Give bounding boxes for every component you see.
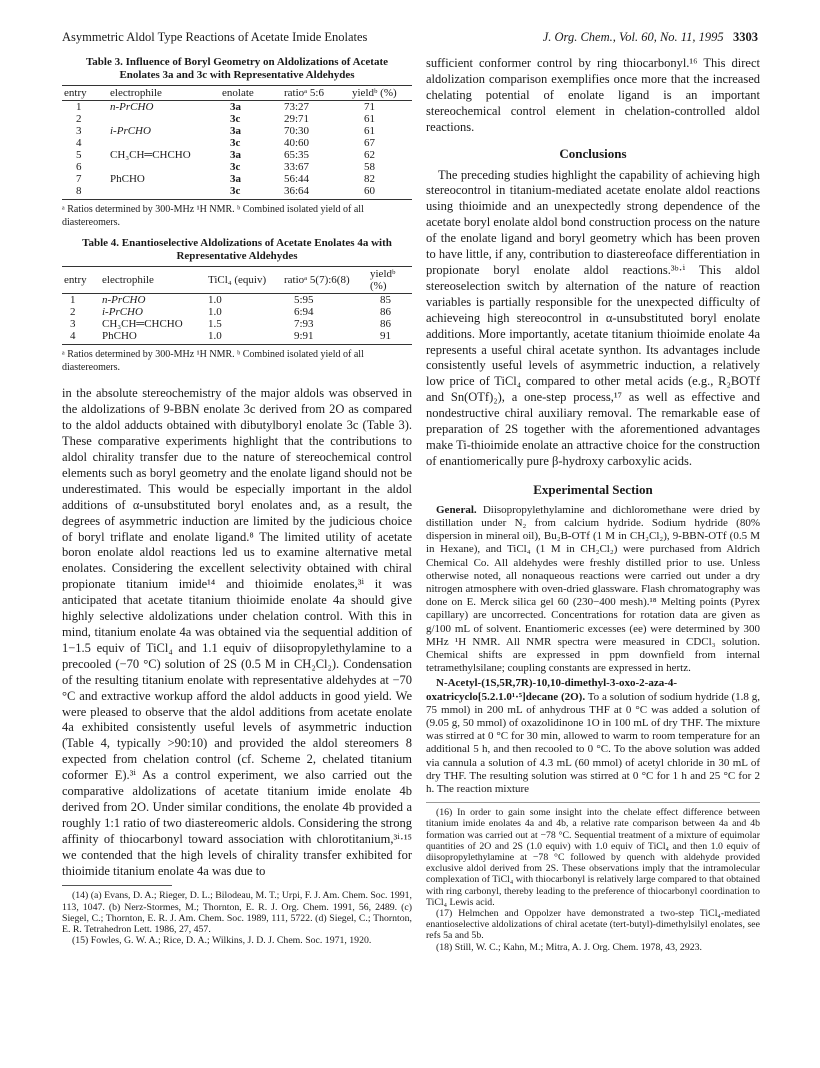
footnote-15: (15) Fowles, G. W. A.; Rice, D. A.; Wilkins, J. D. J. Chem. Soc. 1971, 1920. [72, 935, 372, 947]
cell: 1 [70, 294, 76, 307]
footnote-divider [62, 885, 172, 886]
cell: 86 [380, 318, 391, 331]
table-row [62, 306, 412, 318]
cell: 3c [230, 137, 241, 150]
cell: i-PrCHO [110, 125, 151, 138]
page-number: 3303 [733, 30, 758, 44]
table-row [62, 294, 412, 307]
footnote-17: (17) Helmchen and Oppolzer have demonstrated a two-step TiCl₄-mediated enantioselective aldolizations of chiral acetate (tert-butyl)-dimethylsilyl enolates, see refs 5a and 5b. [426, 908, 760, 942]
cell: 8 [62, 185, 108, 200]
cell: 3c [230, 113, 241, 126]
cell: 1.5 [208, 318, 222, 331]
cell: 2 [70, 306, 76, 319]
cell [108, 137, 220, 149]
table4-note: ᵃ Ratios determined by 300-MHz ¹H NMR. ᵇ Combined isolated yield of all diastereomers. [62, 349, 364, 373]
running-header: Asymmetric Aldol Type Reactions of Acetate Imide Enolates [62, 30, 368, 44]
cell: 70:30 [284, 125, 310, 138]
t3-head-yield: yieldᵇ (%) [350, 86, 412, 101]
cell: 6 [76, 161, 82, 174]
right-intro-text: sufficient conformer control by ring thiocarbonyl.¹⁶ This direct aldolization comparison exemplifies once more that the increased chelating potential of enolate ligand is an important stereochemical control element in chelation-controlled aldol reactions. [426, 56, 760, 134]
footnote-divider [426, 802, 760, 803]
cell: 73:27 [284, 101, 310, 114]
cell: 3a [230, 101, 241, 114]
table3 [62, 85, 412, 200]
table3-caption: Table 3. Influence of Boryl Geometry on Aldolizations of Acetate Enolates 3a and 3c with Representative Aldehydes [85, 56, 389, 81]
cell: 67 [364, 137, 375, 150]
cell: 5 [76, 149, 82, 162]
t3-head-entry: entry [62, 86, 108, 101]
footnote-14: (14) (a) Evans, D. A.; Rieger, D. L.; Bilodeau, M. T.; Urpi, F. J. Am. Chem. Soc. 1991, 113, 1047. (b) Nerz-Stormes, M.; Thornton, E. R. J. Org. Chem. 1991, 56, 2489. (c) Siegel, C.; Thornton, E. R. J. Am. Chem. Soc. 1989, 111, 5722. (d) Siegel, C.; Thornton, E. R. Tetrahedron Lett. 1986, 27, 457. [62, 890, 412, 936]
cell: 58 [364, 161, 375, 174]
cell [108, 113, 220, 125]
cell: 6:94 [294, 306, 314, 319]
cell: 1 [76, 101, 82, 114]
cell: i-PrCHO [102, 306, 143, 319]
cell: 29:71 [284, 113, 310, 126]
table-row [62, 161, 412, 173]
cell [108, 161, 220, 173]
journal-header [543, 30, 758, 45]
table-row [62, 125, 412, 137]
cell: 62 [364, 149, 375, 162]
cell: 4 [62, 330, 100, 345]
cell: 91 [368, 330, 412, 345]
cell: CH₃CH═CHCHO [102, 318, 183, 331]
cell: 86 [380, 306, 391, 319]
cell: 3c [230, 161, 241, 174]
cell: 71 [364, 101, 375, 114]
cell [108, 185, 220, 200]
table-row [62, 318, 412, 330]
t4-head-ratio: ratioᵃ 5(7):6(8) [282, 267, 368, 294]
cell: 61 [364, 125, 375, 138]
cell: CH₃CH═CHCHO [110, 149, 191, 162]
journal-citation: J. Org. Chem., Vol. 60, No. 11, 1995 [542, 30, 724, 44]
t3-head-enolate: enolate [220, 86, 282, 101]
cell: n-PrCHO [110, 101, 154, 114]
cell: PhCHO [100, 330, 206, 345]
compound-paragraph [426, 677, 760, 796]
footnote-16: (16) In order to gain some insight into the chelate effect difference between titanium imide enolates 4a and 4b, a relative rate comparison between 4a and 4b formation was carried out at −78 °C. Sequential treatment of a mixture of equimolar quantities of 2O and 2S (1.0 equiv) with 1.0 equiv of TiCl₄ and then 1.0 equiv of diisopropylethylamine at −78 °C followed by quench with aldehyde provided exclusive aldol derived from 2S. These observations imply that the intramolecular complexation of TiCl₄ with thiocarbonyl is relatively large compared to that obtained with ring carbonyl, thereby leading to the preference of thiocarbonyl coordination to TiCl₄ Lewis acid. [426, 807, 760, 908]
cell: 85 [380, 294, 391, 307]
conclusions-text: The preceding studies highlight the capability of achieving high stereocontrol in titanium-mediated acetate enolate aldol reactions using thioimide and an unexpectedly strong dependence of the acetate boryl enolate aldol bond construction process on the nature of the enolate ligand and boryl geometry which has been proven to have little, if any, contribution to diastereoface differentiation in propionate boryl enolate aldol reactions.³ᵇ·ⁱ This aldol stereoselection switch by alternation of the nature of reaction variables is partially responsible for the unexpected difficulty of achieveing high stereocontrol in α-unsubstituted boryl enolate additions. More importantly, acetate titanium thioimide enolate 4a represents a useful chiral acetate synthon. Its advantages include consistently useful levels of asymmetric induction, a relatively low price of TiCl₄ compared to other metal acids (e.g., R₂BOTf and Sn(OTf)₂), a one-step process,¹⁷ as well as effective and nondestructive chiral auxiliary removal. The remarkable ease of preparation of 2S together with the aforementioned advantages make Ti-thioimide enolate an attractive choice for the construction of enantiomerically pure β-hydroxy carboxylic acids. [426, 167, 760, 468]
left-body-text: in the absolute stereochemistry of the major aldols was observed in the aldolizations of 9-BBN enolate 3c derived from 2O as compared to the aldol adducts obtained with dibutylboryl enolate 3c (Table 3). These comparative experiments highlight that the contributions to aldol chirality transfer due to the nature of stereochemical control elements such as boryl geometry and the enolate ligand should not be underestimated. This would be especially important in the aldol additions of α-unsubstituted boryl enolates and, as a result, the degrees of asymmetric induction are limited by the judicious choice of boryl triflate and enolate ligand.⁸ The limited utility of acetate boron enolate aldol reactions led us to examine alternative metal enolates. Considering the excellent selectivity obtained with chiral propionate titanium imide¹⁴ and thioimide enolates,³ⁱ it was anticipated that acetate titanium thioimide enolate 4a should give highly selective aldolizations under chelation control. With this in mind, titanium enolate 4a was obtained via the sequential addition of 1−1.5 equiv of TiCl₄ and 1.1 equiv of diisopropylethylamine to a precooled (−70 °C) solution of 2S (0.5 M in CH₂Cl₂). Condensation of the resulting titanium enolate with representative aldehydes at −70 °C and extractive workup afford the aldol adducts in good yield. We were pleased to observe that the aldol additions from acetate enolate 4a exhibited consistently useful levels of asymmetric induction (Table 4, typically >90:10) and provided the aldol stereomers 8 expected from chelation control (cf. Scheme 2, chelated titanium coformer E).³ⁱ As a control experiment, we also carried out the comparative aldolizations of acetate titanium imide enolate 4b derived from 2O. Under similar conditions, the enolate 4b provided a roughly 1:1 ratio of two diastereomeric aldols. Considering the strong affinity of thiocarbonyl toward association with chlorotitanium,³ⁱ·¹⁵ we contended that the high levels of chirality transfer exhibited for thioimide titanium enolate 4a was due to [62, 386, 412, 878]
t4-head-ticl4: TiCl₄ (equiv) [206, 267, 282, 294]
cell: 65:35 [284, 149, 310, 162]
table-row [62, 137, 412, 149]
experimental-heading: Experimental Section [533, 481, 653, 497]
compound-text: To a solution of sodium hydride (1.8 g, 75 mmol) in 200 mL of anhydrous THF at 0 °C was added a solution of (9.05 g, 50 mmol) of oxazolidinone 1O in 100 mL of dry THF. The mixture was stirred at 0 °C for 30 min, allowed to warm to room temperature for an additional 5 h, and then recooled to 0 °C. To the above solution was added via cannula a solution of 4.3 mL (60 mmol) of acetyl chloride in 30 mL of dry THF. The resulting solution was stirred at 0 °C for 1 h and 25 °C for 2 h. The reaction mixture [426, 690, 760, 796]
table4-caption: Table 4. Enantioselective Aldolizations of Acetate Enolates 4a with Representative Aldehydes [82, 237, 392, 262]
cell: 36:64 [282, 185, 350, 200]
table-row [62, 101, 412, 114]
cell: 40:60 [284, 137, 310, 150]
table-row [62, 330, 412, 345]
right-column [426, 56, 760, 953]
cell: 60 [350, 185, 412, 200]
cell: 56:44 [284, 173, 310, 186]
cell: 5:95 [294, 294, 314, 307]
cell: 3a [230, 149, 241, 162]
conclusions-heading: Conclusions [559, 145, 627, 161]
table3-note: ᵃ Ratios determined by 300-MHz ¹H NMR. ᵇ Combined isolated yield of all diastereomers. [62, 204, 364, 228]
cell: PhCHO [110, 173, 145, 186]
table-row [62, 149, 412, 161]
cell: 1.0 [206, 330, 282, 345]
cell: 2 [76, 113, 82, 126]
compound-lead: N-Acetyl-(1S,5R,7R)-10,10-dimethyl-3-oxo-2-aza-4-oxatricyclo[5.2.1.0¹·⁵]decane (2O). [426, 677, 678, 703]
cell: 7:93 [294, 318, 314, 331]
general-paragraph [426, 504, 760, 676]
t4-head-yield: yieldᵇ (%) [368, 267, 412, 294]
general-text: Diisopropylethylamine and dichloromethane were dried by distillation under N₂ from calcium hydride. Sodium hydride (80% dispersion in mineral oil), Bu₂B-OTf (1 M in CH₂Cl₂), 9-BBN-OTf (0.5 M in Hexane), and TiCl₄ (1 M in CH₂Cl₂) were purchased from Aldrich Chemical Co. All aldehydes were freshly distilled prior to use. Unless otherwise noted, all nonaqueous reactions were carried out under a dry nitrogen atmosphere with oven-dried glassware. Flash chromatography was done on E. Merck silica gel 60 (230−400 mesh).¹⁸ Melting points (Pyrex capillary) are uncorrected. Concentrations for rotation data are given as g/100 mL of solvent. Enantiomeric excesses (ee) were determined by 300 MHz ¹H NMR. All NMR spectra were measured in CDCl₃ solution. Chemical shifts are expressed in ppm downfield from internal tetramethylsilane; coupling constants are expressed in hertz. [426, 503, 761, 675]
cell: 33:67 [284, 161, 310, 174]
cell: 1.0 [208, 294, 222, 307]
t3-head-ratio: ratioᵃ 5:6 [282, 86, 350, 101]
cell: 9:91 [282, 330, 368, 345]
footnote-18: (18) Still, W. C.; Kahn, M.; Mitra, A. J. Org. Chem. 1978, 43, 2923. [436, 941, 702, 953]
left-column [62, 56, 412, 946]
cell: 3a [230, 125, 241, 138]
cell: 82 [364, 173, 375, 186]
cell: n-PrCHO [102, 294, 146, 307]
table-row [62, 173, 412, 185]
cell: 3c [220, 185, 282, 200]
t4-head-electrophile: electrophile [100, 267, 206, 294]
cell: 3a [230, 173, 241, 186]
table-row [62, 113, 412, 125]
cell: 4 [76, 137, 82, 150]
cell: 3 [76, 125, 82, 138]
table4 [62, 266, 412, 345]
cell: 1.0 [208, 306, 222, 319]
t3-head-electrophile: electrophile [108, 86, 220, 101]
cell: 61 [364, 113, 375, 126]
cell: 7 [76, 173, 82, 186]
cell: 3 [70, 318, 76, 331]
table-row [62, 185, 412, 200]
general-lead: General. [436, 503, 477, 516]
t4-head-entry: entry [62, 267, 100, 294]
